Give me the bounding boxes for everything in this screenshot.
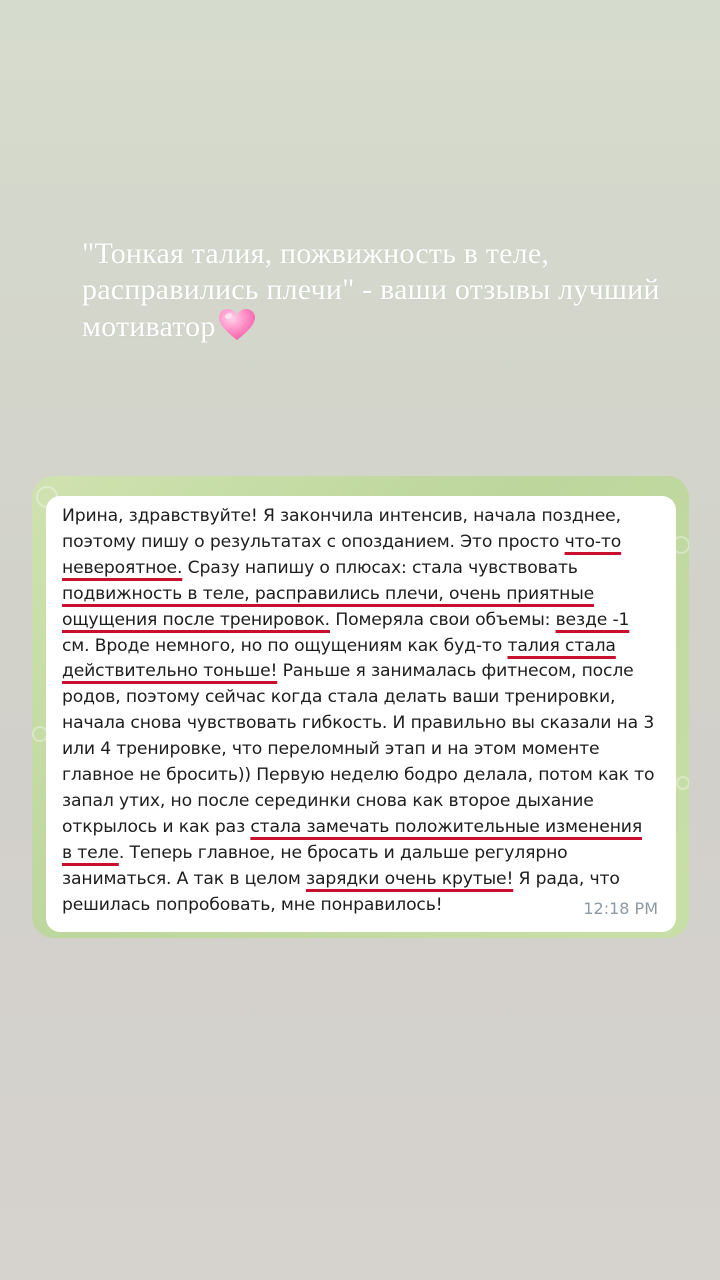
message-timestamp: 12:18 PM	[583, 899, 658, 918]
highlighted-phrase: талия стала действительно тоньше!	[62, 635, 616, 682]
message-segment: Ирина, здравствуйте! Я закончила интенсив, начала позднее, поэтому пишу о результатах с опозданием. Это просто	[62, 506, 621, 552]
message-segment: Раньше я занималась фитнесом, после родов, поэтому сейчас когда стала делать ваши тренировки, начала снова чувствовать гибкость. И правильно вы сказали на 3 или 4 тренировке, что переломный этап и на этом моменте главное не бросить)) Первую неделю бодро делала, потом как то запал утих, но после серединки снова как второе дыхание открылось и как раз	[62, 661, 655, 837]
message-segment: см. Вроде немного, но по ощущениям как буд-то	[62, 635, 508, 656]
caption-text: "Тонкая талия, пожвижность в теле, расправились плечи" - ваши отзывы лучший мотиватор	[82, 237, 660, 343]
message-bubble[interactable]	[46, 496, 676, 932]
message-segment: Померяла свои объемы:	[330, 609, 556, 630]
message-segment: Я рада, что решилась попробовать, мне понравилось!	[62, 868, 620, 915]
story-caption	[82, 236, 682, 351]
message-text	[62, 504, 660, 919]
chat-screenshot	[32, 476, 689, 938]
highlighted-phrase: зарядки очень крутые!	[305, 868, 514, 889]
message-segment: Сразу напишу о плюсах: стала чувствовать	[182, 557, 578, 578]
wallpaper-doodle	[676, 776, 689, 790]
pink-heart-icon	[218, 308, 256, 351]
message-segment: . Теперь главное, не бросать и дальше регулярно заниматься. А так в целом	[62, 842, 568, 889]
highlighted-phrase: что-то невероятное.	[62, 531, 622, 578]
highlighted-phrase: подвижность в теле, расправились плечи, очень приятные ощущения после тренировок.	[62, 583, 595, 630]
highlighted-phrase: стала замечать положительные изменения в теле	[62, 816, 643, 863]
highlighted-phrase: везде -1	[555, 609, 630, 630]
